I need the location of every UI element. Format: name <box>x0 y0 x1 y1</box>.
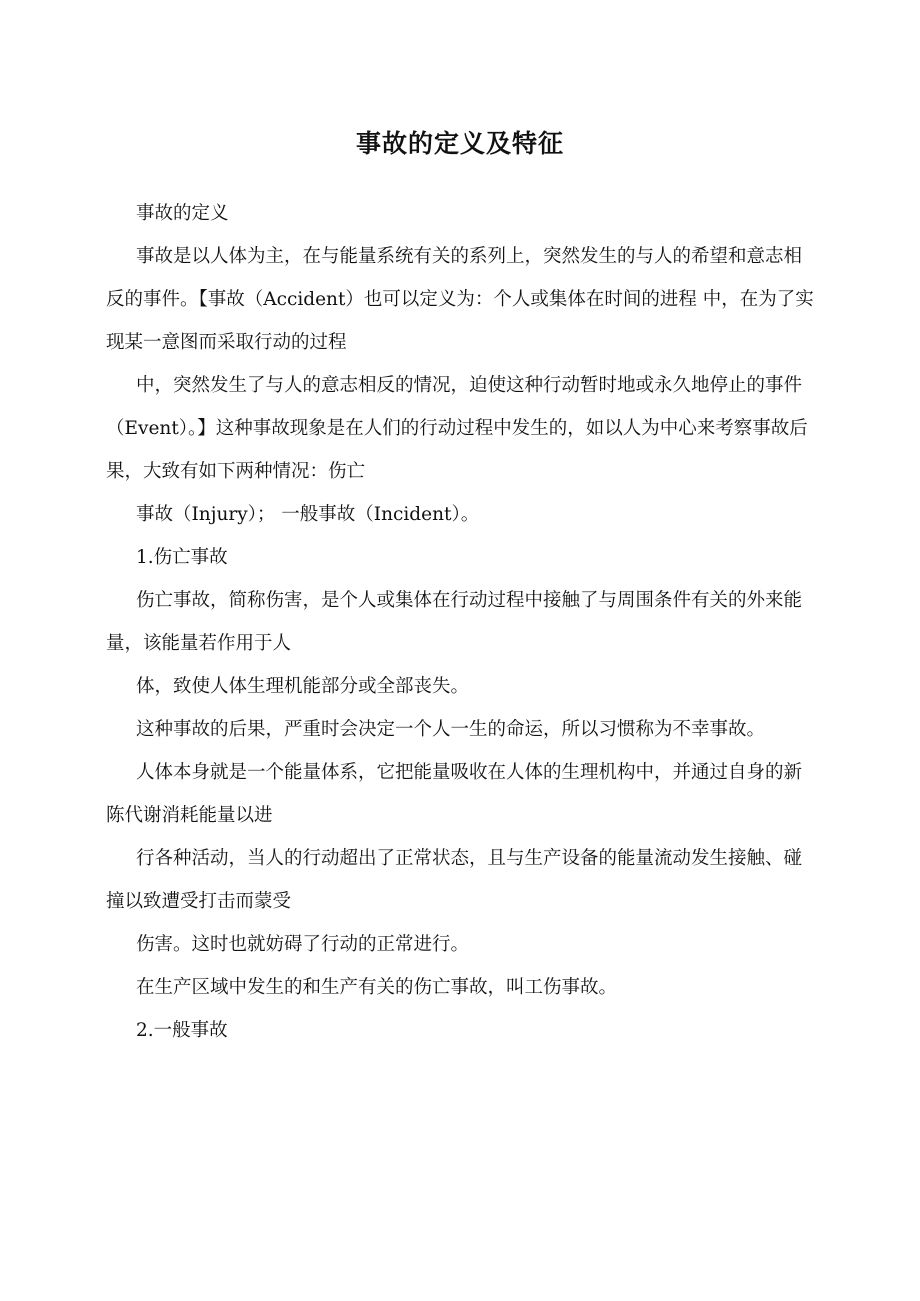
paragraph: 事故是以人体为主，在与能量系统有关的系列上，突然发生的与人的希望和意志相反的事件。【事故（Accident）也可以定义为：个人或集体在时间的进程 中，在为了实现某一意图而采取行动的过程 <box>106 246 814 353</box>
paragraph: 伤亡事故，简称伤害，是个人或集体在行动过程中接触了与周围条件有关的外来能量，该能量若作用于人 <box>106 590 803 654</box>
paragraph: 在生产区域中发生的和生产有关的伤亡事故，叫工伤事故。 <box>136 977 618 998</box>
paragraph: 中，突然发生了与人的意志相反的情况，迫使这种行动暂时地或永久地停止的事件（Event）。】这种事故现象是在人们的行动过程中发生的，如以人为中心来考察事故后果，大致有如下两种情况：伤亡 <box>106 375 808 482</box>
page-title: 事故的定义及特征 <box>355 129 564 158</box>
paragraph: 体，致使人体生理机能部分或全部丧失。 <box>136 676 470 697</box>
paragraph-heading-definition: 事故的定义 <box>136 203 229 224</box>
paragraph: 人体本身就是一个能量体系，它把能量吸收在人体的生理机构中，并通过自身的新陈代谢消耗能量以进 <box>106 762 803 826</box>
paragraph-heading-injury: 1.伤亡事故 <box>136 547 228 568</box>
paragraph: 这种事故的后果，严重时会决定一个人一生的命运，所以习惯称为不幸事故。 <box>136 719 766 740</box>
paragraph: 行各种活动，当人的行动超出了正常状态，且与生产设备的能量流动发生接触、碰撞以致遭受打击而蒙受 <box>106 848 803 912</box>
paragraph-heading-general: 2.一般事故 <box>136 1020 228 1041</box>
document-body <box>106 192 816 1052</box>
paragraph: 事故（Injury）； 一般事故（Incident）。 <box>136 504 480 525</box>
paragraph: 伤害。这时也就妨碍了行动的正常进行。 <box>136 934 470 955</box>
